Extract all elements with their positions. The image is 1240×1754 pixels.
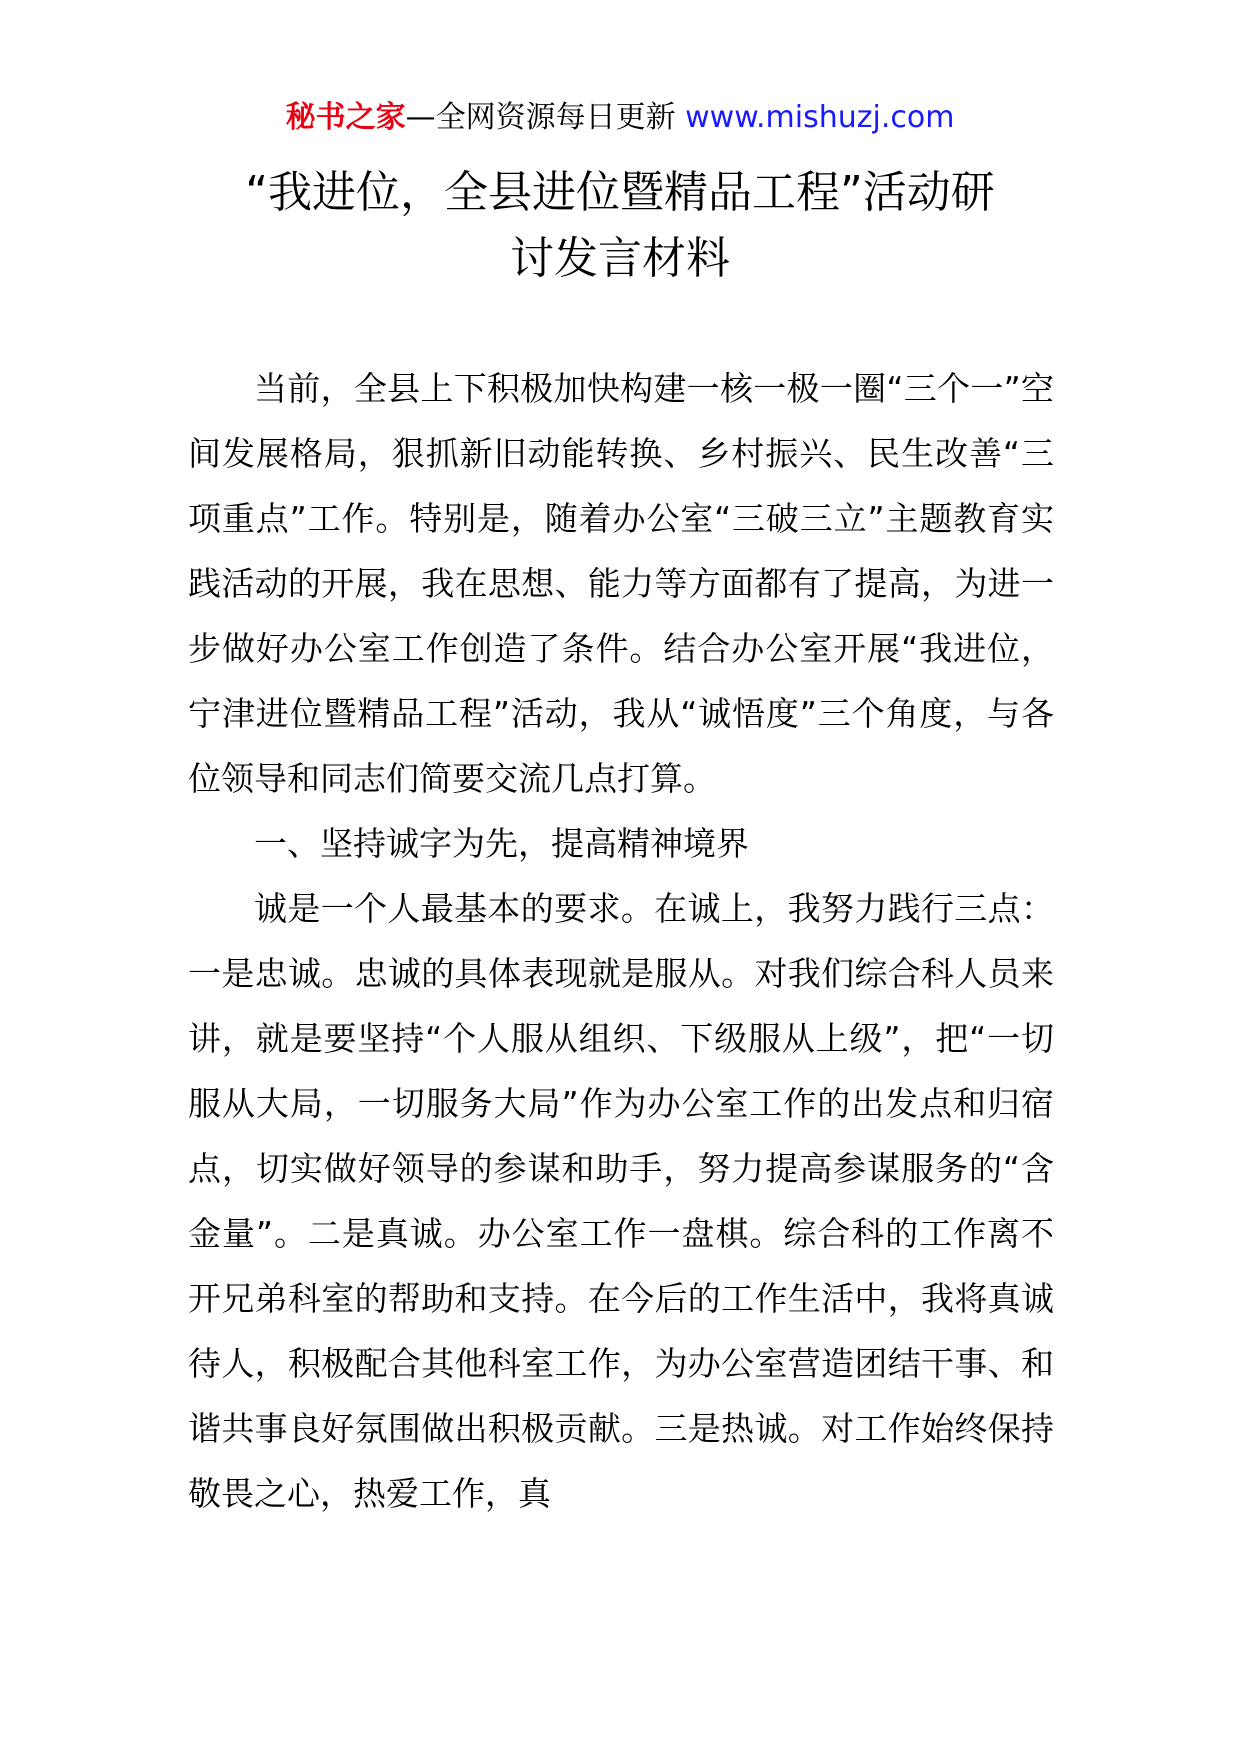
document-title xyxy=(180,160,1060,292)
section-heading-1: 一、坚持诚字为先，提高精神境界 xyxy=(254,824,749,863)
intro-paragraph: 当前，全县上下积极加快构建一核一极一圈“三个一”空间发展格局，狠抓新旧动能转换、乡村振兴、民生改善“三项重点”工作。特别是，随着办公室“三破三立”主题教育实践活动的开展，我在思想、能力等方面都有了提高，为进一步做好办公室工作创造了条件。结合办公室开展“我进位，宁津进位暨精品工程”活动，我从“诚悟度”三个角度，与各位领导和同志们简要交流几点打算。 xyxy=(188,369,1054,798)
title-line-1: “我进位，全县进位暨精品工程”活动研 xyxy=(245,167,995,218)
site-banner xyxy=(0,98,1240,138)
brand-name: 秘书之家 xyxy=(285,100,406,135)
site-url-link[interactable]: www.mishuzj.com xyxy=(685,100,955,135)
section-1-paragraph: 诚是一个人最基本的要求。在诚上，我努力践行三点：一是忠诚。忠诚的具体表现就是服从。对我们综合科人员来讲，就是要坚持“个人服从组织、下级服从上级”，把“一切服从大局，一切服务大局”作为办公室工作的出发点和归宿点，切实做好领导的参谋和助手，努力提高参谋服务的“含金量”。二是真诚。办公室工作一盘棋。综合科的工作离不开兄弟科室的帮助和支持。在今后的工作生活中，我将真诚待人，积极配合其他科室工作，为办公室营造团结干事、和谐共事良好氛围做出积极贡献。三是热诚。对工作始终保持敬畏之心，热爱工作，真 xyxy=(188,889,1054,1513)
document-body xyxy=(188,356,1054,1526)
title-line-2: 讨发言材料 xyxy=(510,233,730,284)
banner-slogan: —全网资源每日更新 xyxy=(405,100,686,135)
